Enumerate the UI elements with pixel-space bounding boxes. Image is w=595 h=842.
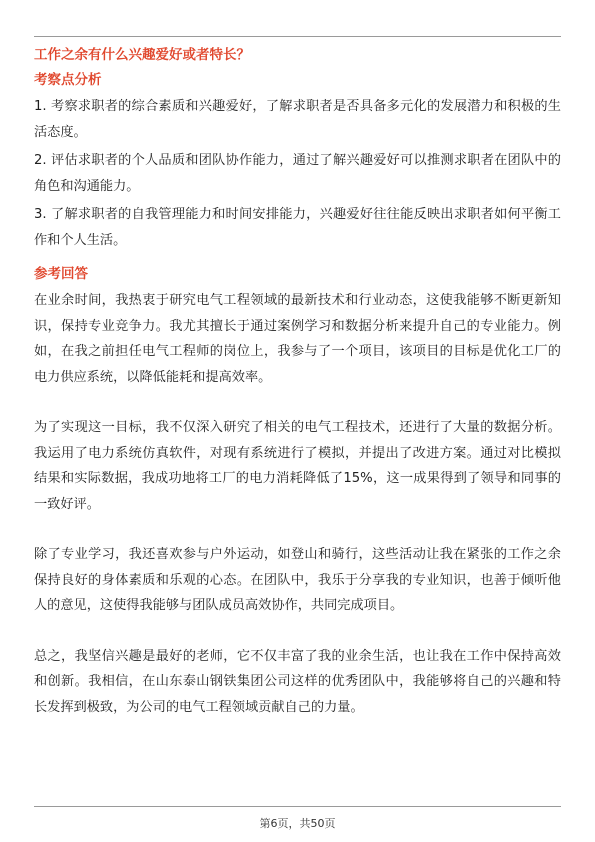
page-content — [34, 46, 561, 720]
answer-paragraph: 为了实现这一目标，我不仅深入研究了相关的电气工程技术，还进行了大量的数据分析。我运用了电力系统仿真软件，对现有系统进行了模拟，并提出了改进方案。通过对比模拟结果和实际数据，我成功地将工厂的电力消耗降低了15%，这一成果得到了领导和同事的一致好评。 — [34, 420, 561, 512]
analysis-title: 考察点分析 — [34, 72, 102, 88]
footer-rule — [34, 806, 561, 807]
analysis-point: 2. 评估求职者的个人品质和团队协作能力，通过了解兴趣爱好可以推测求职者在团队中的角色和沟通能力。 — [34, 153, 561, 194]
analysis-point: 3. 了解求职者的自我管理能力和时间安排能力，兴趣爱好往往能反映出求职者如何平衡工作和个人生活。 — [34, 207, 561, 248]
analysis-point: 1. 考察求职者的综合素质和兴趣爱好，了解求职者是否具备多元化的发展潜力和积极的生活态度。 — [34, 99, 561, 140]
header-rule — [34, 36, 561, 37]
answer-title: 参考回答 — [34, 266, 88, 282]
answer-paragraph: 在业余时间，我热衷于研究电气工程领域的最新技术和行业动态，这使我能够不断更新知识，保持专业竞争力。我尤其擅长于通过案例学习和数据分析来提升自己的专业能力。例如，在我之前担任电气工程师的岗位上，我参与了一个项目，该项目的目标是优化工厂的电力供应系统，以降低能耗和提高效率。 — [34, 293, 561, 385]
analysis-points — [34, 94, 561, 253]
question-heading: 工作之余有什么兴趣爱好或者特长？ — [34, 47, 250, 63]
answer-paragraph: 总之，我坚信兴趣是最好的老师，它不仅丰富了我的业余生活，也让我在工作中保持高效和创新。我相信，在山东泰山钢铁集团公司这样的优秀团队中，我能够将自己的兴趣和特长发挥到极致，为公司的电气工程领域贡献自己的力量。 — [34, 648, 561, 715]
answer-paragraph: 除了专业学习，我还喜欢参与户外运动，如登山和骑行，这些活动让我在紧张的工作之余保持良好的身体素质和乐观的心态。在团队中，我乐于分享我的专业知识，也善于倾听他人的意见，这使得我能够与团队成员高效协作，共同完成项目。 — [34, 547, 561, 613]
page-number: 第6页，共50页 — [259, 817, 336, 830]
